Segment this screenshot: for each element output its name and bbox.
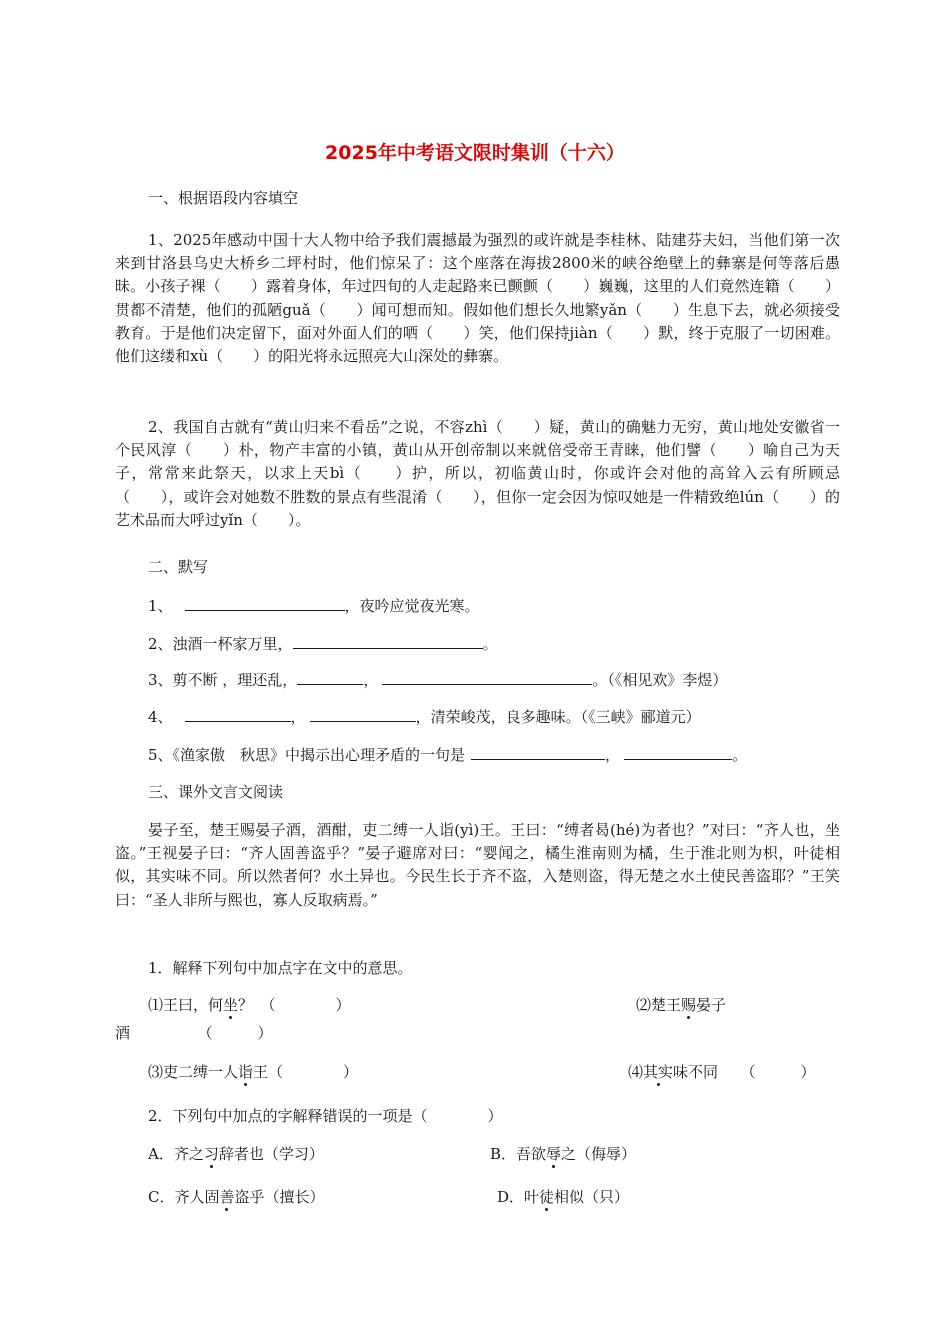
section-heading-fill-blanks: 一、根据语段内容填空	[148, 189, 299, 207]
option-d	[497, 1187, 629, 1207]
dictation-5-comma: ，	[605, 746, 621, 764]
dictation-2	[148, 633, 498, 654]
question-1-item-2	[636, 995, 726, 1015]
question-2-stem: 2．下列句中加点的字解释错误的一项是（ ）	[148, 1107, 503, 1125]
q1-2-text: ⑵楚王	[636, 996, 682, 1014]
page-title: 2025年中考语文限时集训（十六）	[325, 142, 625, 164]
dictation-4-comma: ，	[290, 708, 306, 726]
answer-blank[interactable]	[624, 744, 732, 760]
dotted-char: 习	[203, 1145, 219, 1163]
answer-blank[interactable]	[382, 669, 592, 685]
q1-4-end: 味不同 （ ）	[673, 1063, 816, 1081]
option-d-gloss: 相似（只）	[554, 1188, 630, 1206]
q1-3-end: 王（ ）	[253, 1063, 359, 1081]
question-1-stem: 1．解释下列句中加点字在文中的意思。	[148, 959, 413, 977]
dictation-4-number: 4、	[148, 708, 173, 726]
dotted-char: 诣	[238, 1063, 254, 1081]
option-c	[148, 1187, 325, 1207]
answer-blank[interactable]	[185, 706, 291, 722]
dictation-2-text: 2、浊酒一杯家万里，	[148, 635, 293, 653]
q1-1-end: ？ （ ）	[238, 996, 351, 1014]
answer-blank[interactable]	[471, 744, 605, 760]
q1-1-text: ⑴王曰，何	[148, 996, 224, 1014]
question-1-item-3	[148, 1062, 358, 1082]
dictation-1	[148, 595, 480, 616]
dictation-5-end: 。	[732, 746, 748, 764]
question-1-item-1	[148, 995, 351, 1015]
answer-blank[interactable]	[297, 669, 363, 685]
option-c-text: C．齐人固	[148, 1188, 220, 1206]
question-1-item-4	[628, 1062, 816, 1082]
option-a-gloss: 辞者也（学习）	[218, 1145, 324, 1163]
option-c-gloss: 盗乎（擅长）	[234, 1188, 325, 1206]
dotted-char: 赐	[681, 996, 697, 1014]
answer-blank[interactable]	[293, 633, 483, 649]
answer-blank[interactable]	[310, 706, 416, 722]
dictation-2-end: 。	[482, 635, 498, 653]
dictation-5-text: 5、《渔家傲 秋思》中揭示出心理矛盾的一句是	[148, 746, 466, 764]
q1-2-end: 晏子	[696, 996, 727, 1014]
dictation-3-comma: ，	[363, 671, 379, 689]
section-heading-classical-reading: 三、课外文言文阅读	[148, 783, 284, 801]
dictation-3-end: 。（《相见欢》李煜）	[592, 671, 728, 689]
dictation-4	[148, 706, 701, 727]
dictation-3	[148, 669, 727, 690]
option-a-text: A．齐之	[148, 1145, 204, 1163]
dotted-char: 辱	[546, 1145, 562, 1163]
paragraph-1: 1、2025年感动中国十大人物中给予我们震撼最为强烈的或许就是李桂林、陆建芬夫妇，当他们第一次来到甘洛县乌史大桥乡二坪村时，他们惊呆了：这个座落在海拔2800米的峡谷绝壁上的彝寨是何等落后愚昧。小孩子裸（ ）露着身体，年过四旬的人走起路来已颤颤（ ）巍巍，这里的人们竟然连籍（ ）贯都不清楚，他们的孤陋guǎ（ ）闻可想而知。假如他们想长久地繁yǎn（ ）生息下去，就必须接受教育。于是他们决定留下，面对外面人们的哂（ ）笑，他们保持jiàn（ ）默，终于克服了一切困难。他们这缕和xù（ ）的阳光将永远照亮大山深处的彝寨。	[115, 231, 840, 366]
dictation-1-number: 1、	[148, 597, 173, 615]
question-1-item-2-cont: 酒 （ ）	[115, 1024, 273, 1042]
dotted-char: 其实	[643, 1063, 674, 1081]
q1-3-text: ⑶吏二缚一人	[148, 1063, 239, 1081]
dotted-char: 坐	[223, 996, 239, 1014]
answer-blank[interactable]	[185, 595, 345, 611]
dictation-1-text: ，夜吟应觉夜光寒。	[344, 597, 480, 615]
option-b	[490, 1144, 636, 1164]
dictation-4-end: ，清荣峻茂，良多趣味。（《三峡》郦道元）	[415, 708, 701, 726]
dictation-3-text: 3、剪不断 ，理还乱，	[148, 671, 298, 689]
option-d-text: D．叶	[497, 1188, 540, 1206]
section-heading-dictation: 二、默写	[148, 558, 209, 576]
option-a	[148, 1144, 324, 1164]
dotted-char: 善	[219, 1188, 235, 1206]
dotted-char: 徒	[539, 1188, 555, 1206]
paragraph-2: 2、我国自古就有“黄山归来不看岳”之说，不容zhì（ ）疑，黄山的确魅力无穷，黄山地处安徽省一个民风淳（ ）朴，物产丰富的小镇，黄山从开创帝制以来就倍受帝王青睐，他们譬（ ）喻自己为天子，常常来此祭天，以求上天bì（ ）护，所以，初临黄山时，你或许会对他的高耸入云有所顾忌（ ），或许会对她数不胜数的景点有些混淆（ ），但你一定会因为惊叹她是一件精致绝lún（ ）的艺术品而大呼过yǐn（ ）。	[115, 418, 840, 529]
q1-4-text: ⑷	[628, 1063, 644, 1081]
classical-passage: 晏子至，楚王赐晏子酒，酒酣，吏二缚一人诣(yì)王。王曰：“缚者曷(hé)为者也？”对曰：“齐人也，坐盗。”王视晏子曰：“齐人固善盗乎？”晏子避席对曰：“婴闻之，橘生淮南则为橘，生于淮北则为枳，叶徒相似，其实味不同。所以然者何？水土异也。今民生长于齐不盗，入楚则盗，得无楚之水土使民善盗耶？”王笑曰：“圣人非所与熙也，寡人反取病焉。”	[115, 821, 840, 909]
option-b-gloss: 之（侮辱）	[561, 1145, 637, 1163]
option-b-text: B．吾欲	[490, 1145, 547, 1163]
dictation-5	[148, 744, 747, 765]
